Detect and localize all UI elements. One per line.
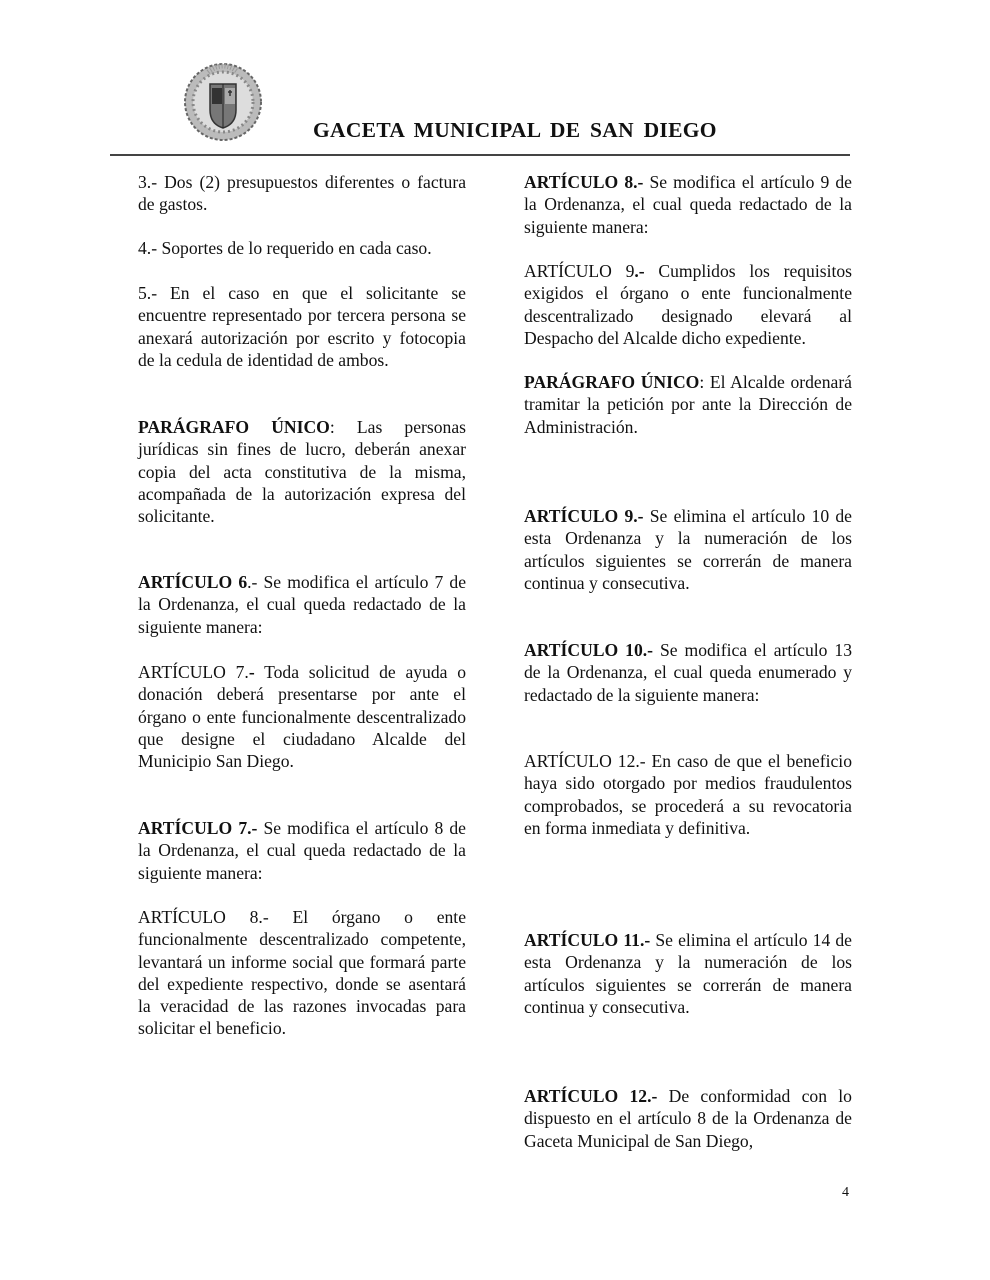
- bold-heading: ARTÍCULO 11.-: [524, 930, 651, 950]
- paragraph: [524, 171, 852, 238]
- bold-heading: ARTÍCULO 8.-: [524, 172, 644, 192]
- bold-heading: ARTÍCULO 6: [138, 572, 248, 592]
- paragraph: [524, 505, 852, 594]
- paragraph-text: ARTÍCULO 12.- En caso de que el beneficio haya sido otorgado por medios fraudulentos comprobados, se procederá a su revocatoria en forma inmediata y definitiva.: [524, 751, 852, 838]
- paragraph-text: : El Alcalde ordenará tramitar la petición por ante la Dirección de Administración.: [524, 372, 852, 437]
- paragraph: [138, 571, 466, 638]
- page-title: GACETA MUNICIPAL DE SAN DIEGO: [313, 118, 717, 142]
- paragraph-text: .- Se modifica el artículo 7 de la Ordenanza, el cual queda redactado de la siguiente manera:: [138, 572, 467, 637]
- paragraph-text: Se elimina el artículo 10 de esta Ordenanza y la numeración de los artículos siguientes se correrán de manera continua y consecutiva.: [524, 506, 852, 593]
- bold-heading: .-: [634, 261, 645, 281]
- paragraph-text: ARTÍCULO 7.: [138, 662, 249, 682]
- bold-heading: -: [248, 662, 255, 682]
- bold-heading: ARTÍCULO 7.-: [138, 818, 258, 838]
- paragraph: [138, 906, 466, 1040]
- paragraph: [138, 282, 466, 371]
- paragraph: [524, 750, 852, 839]
- paragraph-text: Toda solicitud de ayuda o donación deberá presentarse por ante el órgano o ente funcionalmente descentralizado que designe el ciudadano Alcalde del Municipio San Diego.: [138, 662, 466, 772]
- paragraph: [138, 171, 466, 216]
- paragraph: [524, 639, 852, 706]
- header-divider: [110, 154, 850, 156]
- paragraph: [524, 260, 852, 349]
- paragraph-text: ARTÍCULO 9: [524, 261, 635, 281]
- paragraph-text: 4.- Soportes de lo requerido en cada caso.: [138, 238, 432, 258]
- paragraph: [138, 817, 466, 884]
- paragraph: [524, 371, 852, 438]
- bold-heading: ARTÍCULO 10.-: [524, 640, 654, 660]
- paragraph-text: Se modifica el artículo 8 de la Ordenanza, el cual queda redactado de la siguiente manera:: [138, 818, 466, 883]
- paragraph: [524, 929, 852, 1018]
- bold-heading: PARÁGRAFO ÚNICO: [138, 417, 330, 437]
- municipal-seal-icon: [178, 58, 268, 142]
- paragraph: [138, 661, 466, 772]
- paragraph: [138, 237, 466, 259]
- paragraph-text: Se elimina el artículo 14 de esta Ordenanza y la numeración de los artículos siguientes se correrán de manera continua y consecutiva.: [524, 930, 852, 1017]
- paragraph-text: De conformidad con lo dispuesto en el artículo 8 de la Ordenanza de Gaceta Municipal de San Diego,: [524, 1086, 852, 1151]
- bold-heading: ARTÍCULO 12.-: [524, 1086, 658, 1106]
- paragraph-text: 3.- Dos (2) presupuestos diferentes o factura de gastos.: [138, 172, 466, 215]
- paragraph-text: ARTÍCULO 8.- El órgano o ente funcionalmente descentralizado competente, levantará un informe social que formará parte del expediente respectivo, donde se asentará la veracidad de las razones invocadas para solicitar el beneficio.: [138, 907, 466, 1039]
- paragraph-text: Cumplidos los requisitos exigidos el órgano o ente funcionalmente descentralizado designado elevará al Despacho del Alcalde dicho expediente.: [524, 261, 853, 348]
- bold-heading: ARTÍCULO 9.-: [524, 506, 644, 526]
- paragraph-text: 5.- En el caso en que el solicitante se encuentre representado por tercera persona se anexará autorización por escrito y fotocopia de la cedula de identidad de ambos.: [138, 283, 466, 370]
- paragraph-text: : Las personas jurídicas sin fines de lucro, deberán anexar copia del acta constitutiva de la misma, acompañada de la autorización expresa del solicitante.: [138, 417, 466, 527]
- paragraph-text: Se modifica el artículo 9 de la Ordenanza, el cual queda redactado de la siguiente manera:: [524, 172, 852, 237]
- paragraph: [524, 1085, 852, 1152]
- paragraph-text: Se modifica el artículo 13 de la Ordenanza, el cual queda enumerado y redactado de la siguiente manera:: [524, 640, 852, 705]
- paragraph: [138, 416, 466, 527]
- page-number: 4: [842, 1185, 849, 1200]
- bold-heading: PARÁGRAFO ÚNICO: [524, 372, 700, 392]
